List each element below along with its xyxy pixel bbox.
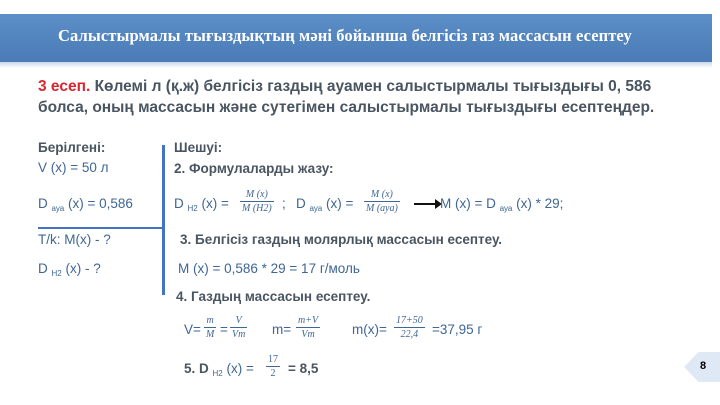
- formula-dh2: D $_{H2}$ (x) =: [174, 196, 229, 213]
- banner-shadow: [0, 62, 712, 68]
- given-find-mass: Т/k: M(x) - ?: [38, 232, 111, 247]
- given-heading: Берілгені:: [38, 140, 106, 155]
- mx-result: =37,95 г: [432, 322, 483, 337]
- mx-eq-lhs: m(x)=: [352, 322, 387, 337]
- given-find-dh2: D $_{H2}$ (x) - ?: [38, 261, 101, 278]
- given-d-air: D $_{ауа}$ (x) = 0,586: [38, 196, 133, 213]
- step2-heading: 2. Формулаларды жазу:: [174, 161, 334, 176]
- step5-lhs: 5. D $_{H2}$ (x) =: [184, 361, 254, 378]
- formula-dair: D $_{ауа}$ (x) =: [296, 196, 354, 213]
- formula-mx: M (x) = D $_{ауа}$ (x) * 29;: [440, 196, 564, 213]
- volume-eq-sign: =: [220, 322, 228, 337]
- mx-fraction: 17+50 22,4: [396, 315, 423, 340]
- mass-eq-lhs: m=: [272, 322, 292, 337]
- formula-dh2-fraction: M (x) M (H2): [242, 189, 272, 214]
- page-number: 8: [700, 360, 707, 372]
- step3-heading: 3. Белгісіз газдың молярлық массасын есептеу.: [180, 232, 503, 247]
- column-divider: [162, 145, 165, 295]
- given-volume: V (x) = 50 л: [38, 160, 109, 175]
- step5-fraction: 17 2: [268, 354, 278, 379]
- step5-result: = 8,5: [288, 361, 319, 376]
- formula-dair-fraction: M (x) M (ауа): [366, 189, 398, 214]
- arrow-icon: [414, 203, 436, 205]
- problem-number: 3 есеп.: [38, 78, 91, 95]
- step4-heading: 4. Газдың массасын есептеу.: [176, 289, 371, 304]
- step3-calc: M (x) = 0,586 * 29 = 17 г/моль: [178, 261, 360, 276]
- problem-text: Көлемі л (қ.ж) белгісіз газдың ауамен салыстырмалы тығыздығы 0, 586 болса, оның массасын және сутегімен салыстырмалы тығыздығы есептеңдер.: [38, 78, 655, 116]
- volume-eq-lhs: V=: [184, 322, 201, 337]
- formula-separator: ;: [282, 196, 286, 211]
- slide-title: Салыстырмалы тығыздықтың мәні бойынша белгісіз газ массасын есептеу: [58, 26, 632, 45]
- problem-statement: [38, 76, 678, 118]
- page-number-badge: [684, 352, 720, 405]
- solution-heading: Шешуі:: [174, 140, 223, 155]
- title-banner: [0, 14, 712, 62]
- given-divider: [38, 227, 164, 229]
- volume-fraction-1: m M: [206, 315, 215, 340]
- volume-fraction-2: V Vm: [232, 315, 246, 340]
- mass-fraction: m+V Vm: [298, 315, 319, 340]
